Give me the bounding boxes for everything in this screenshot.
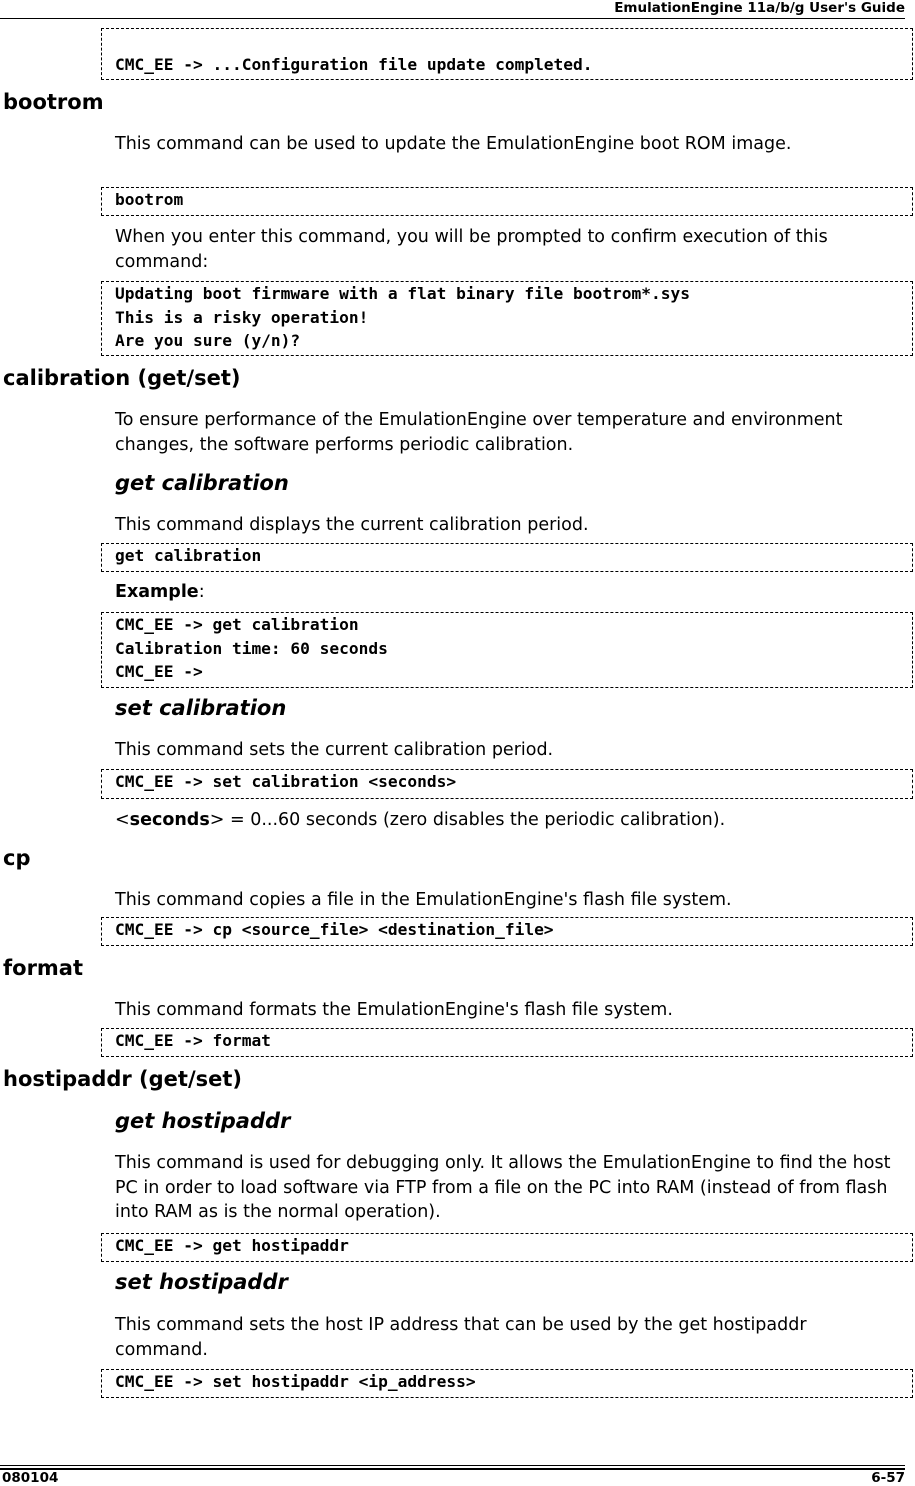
heading-format: format	[3, 956, 84, 980]
bootrom-prompt-description: When you enter this command, you will be prompted to confirm execution of this command:	[115, 227, 828, 272]
subheading-set-hostipaddr: set hostipaddr	[115, 1270, 288, 1294]
get-hostipaddr-description: This command is used for debugging only. It allows the EmulationEngine to find the host PC in order to load software via FTP from a file on the PC into RAM (instead of from flash into RAM as is the normal operation).	[115, 1153, 891, 1222]
footer-rule	[0, 1465, 905, 1466]
get-calibration-description: This command displays the current calibration period.	[115, 515, 589, 535]
example-label: Example:	[115, 582, 205, 602]
subheading-get-calibration: get calibration	[115, 471, 289, 495]
subheading-get-hostipaddr: get hostipaddr	[115, 1109, 291, 1133]
format-description: This command formats the EmulationEngine's flash file system.	[115, 1000, 673, 1020]
bootrom-description: This command can be used to update the EmulationEngine boot ROM image.	[115, 134, 792, 154]
code-calibration-example: CMC_EE -> get calibration Calibration time: 60 seconds CMC_EE ->	[101, 612, 913, 688]
cp-description: This command copies a file in the EmulationEngine's flash file system.	[115, 890, 732, 910]
heading-calibration: calibration (get/set)	[3, 366, 241, 390]
code-get-hostipaddr: CMC_EE -> get hostipaddr	[101, 1233, 913, 1262]
code-config-completed: CMC_EE -> ...Configuration file update completed.	[101, 28, 913, 80]
footer-doc-id: 080104	[2, 1470, 59, 1486]
code-bootrom: bootrom	[101, 187, 913, 216]
code-cp: CMC_EE -> cp <source_file> <destination_file>	[101, 917, 913, 946]
code-format: CMC_EE -> format	[101, 1028, 913, 1057]
footer-rule-thick	[0, 1468, 905, 1470]
set-calibration-description: This command sets the current calibration period.	[115, 740, 554, 760]
subheading-set-calibration: set calibration	[115, 696, 287, 720]
heading-bootrom: bootrom	[3, 90, 104, 114]
code-set-hostipaddr: CMC_EE -> set hostipaddr <ip_address>	[101, 1369, 913, 1398]
calibration-description: To ensure performance of the EmulationEngine over temperature and environment changes, the software performs periodic calibration.	[115, 410, 843, 455]
page-header: EmulationEngine 11a/b/g User's Guide	[0, 0, 905, 19]
code-set-calibration: CMC_EE -> set calibration <seconds>	[101, 769, 913, 799]
heading-cp: cp	[3, 846, 31, 870]
heading-hostipaddr: hostipaddr (get/set)	[3, 1067, 243, 1091]
set-hostipaddr-description: This command sets the host IP address that can be used by the get hostipaddr command.	[115, 1315, 807, 1360]
code-get-calibration: get calibration	[101, 543, 913, 572]
footer-page-number: 6-57	[871, 1470, 905, 1486]
code-bootrom-prompt: Updating boot firmware with a flat binary file bootrom*.sys This is a risky operation! Are you sure (y/n)?	[101, 281, 913, 356]
seconds-parameter-description: <seconds> = 0...60 seconds (zero disables the periodic calibration).	[115, 810, 726, 830]
